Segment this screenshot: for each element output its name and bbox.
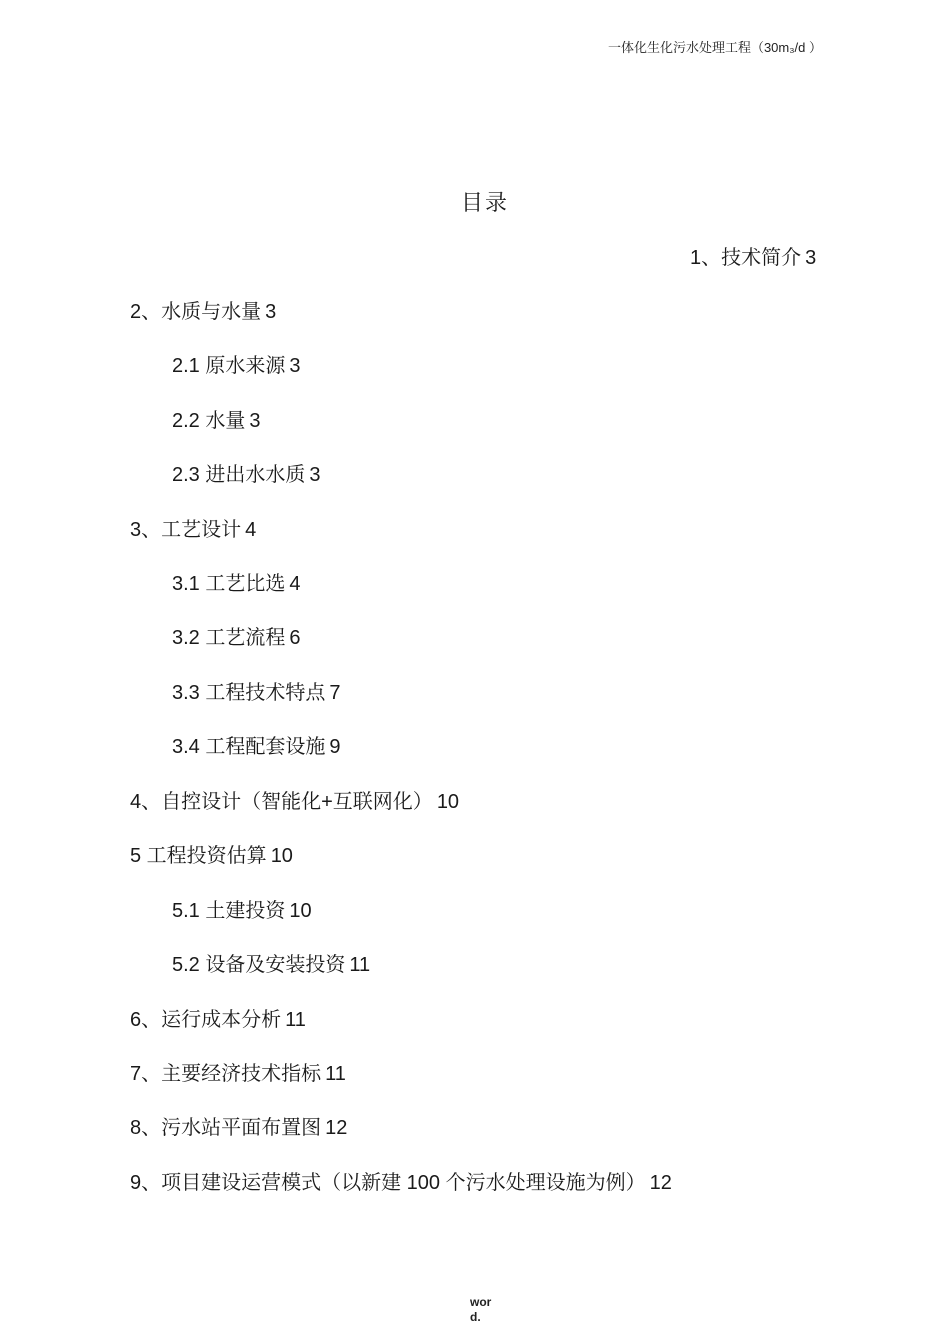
- toc-entry-label: 8、污水站平面布置图: [130, 1117, 322, 1139]
- toc-entry-label: 5.2 设备及安装投资: [172, 954, 346, 976]
- toc-entry-page: 4: [245, 519, 257, 541]
- toc-entry-label: 2.1 原水来源: [172, 355, 286, 377]
- toc-entry-label: 2.2 水量: [172, 410, 246, 432]
- toc-entry-6[interactable]: [130, 1007, 306, 1033]
- page-footer: word.: [470, 1295, 492, 1324]
- toc-entry-2-1[interactable]: [172, 353, 300, 379]
- toc-entry-page: 11: [325, 1063, 346, 1085]
- toc-entry-3-4[interactable]: [172, 734, 340, 760]
- toc-entry-page: 9: [329, 736, 341, 758]
- toc-entry-page: 10: [289, 900, 312, 922]
- toc-entry-page: 3: [309, 464, 321, 486]
- toc-entry-page: 3: [265, 301, 277, 323]
- toc-entry-page: 3: [249, 410, 261, 432]
- toc-entry-5-1[interactable]: [172, 898, 312, 924]
- toc-entry-label: 4、自控设计（智能化+互联网化）: [130, 791, 433, 813]
- toc-entry-label: 5 工程投资估算: [130, 845, 267, 867]
- toc-entry-label: 3.3 工程技术特点: [172, 682, 326, 704]
- toc-entry-3-2[interactable]: [172, 625, 300, 651]
- toc-entry-5-2[interactable]: [172, 952, 370, 978]
- toc-entry-label: 3.2 工艺流程: [172, 627, 286, 649]
- toc-entry-8[interactable]: [130, 1115, 347, 1141]
- toc-entry-label: 2、水质与水量: [130, 301, 262, 323]
- toc-entry-2-3[interactable]: [172, 462, 320, 488]
- toc-entry-label: 1、技术简介: [690, 247, 802, 269]
- toc-entry-2[interactable]: [130, 299, 276, 325]
- toc-entry-page: 4: [289, 573, 301, 595]
- toc-entry-3-1[interactable]: [172, 571, 300, 597]
- toc-entry-label: 2.3 进出水水质: [172, 464, 306, 486]
- toc-title: 目录: [460, 190, 509, 215]
- toc-entry-label: 5.1 土建投资: [172, 900, 286, 922]
- toc-entry-3[interactable]: [130, 517, 256, 543]
- toc-entry-1[interactable]: [690, 245, 816, 271]
- toc-entry-page: 6: [289, 627, 301, 649]
- toc-entry-7[interactable]: [130, 1061, 346, 1087]
- toc-entry-label: 9、项目建设运营模式（以新建 100 个污水处理设施为例）: [130, 1172, 646, 1194]
- toc-entry-2-2[interactable]: [172, 408, 260, 434]
- toc-entry-9[interactable]: [130, 1170, 672, 1196]
- toc-entry-label: 7、主要经济技术指标: [130, 1063, 322, 1085]
- toc-entry-label: 3.1 工艺比选: [172, 573, 286, 595]
- toc-entry-page: 11: [349, 954, 371, 976]
- toc-entry-label: 3、工艺设计: [130, 519, 242, 541]
- toc-entry-page: 7: [329, 682, 341, 704]
- toc-entry-5[interactable]: [130, 843, 293, 869]
- toc-entry-page: 12: [325, 1117, 348, 1139]
- toc-entry-label: 6、运行成本分析: [130, 1009, 282, 1031]
- toc-entry-label: 3.4 工程配套设施: [172, 736, 326, 758]
- toc-entry-page: 12: [649, 1172, 672, 1194]
- toc-entry-4[interactable]: [130, 789, 459, 815]
- page-header: 一体化生化污水处理工程（30m₃/d ）: [607, 40, 822, 55]
- toc-entry-page: 3: [805, 247, 817, 269]
- toc-entry-3-3[interactable]: [172, 680, 340, 706]
- toc-entry-page: 10: [270, 845, 293, 867]
- toc-entry-page: 11: [285, 1009, 306, 1031]
- toc-entry-page: 3: [289, 355, 301, 377]
- toc-entry-page: 10: [436, 791, 460, 813]
